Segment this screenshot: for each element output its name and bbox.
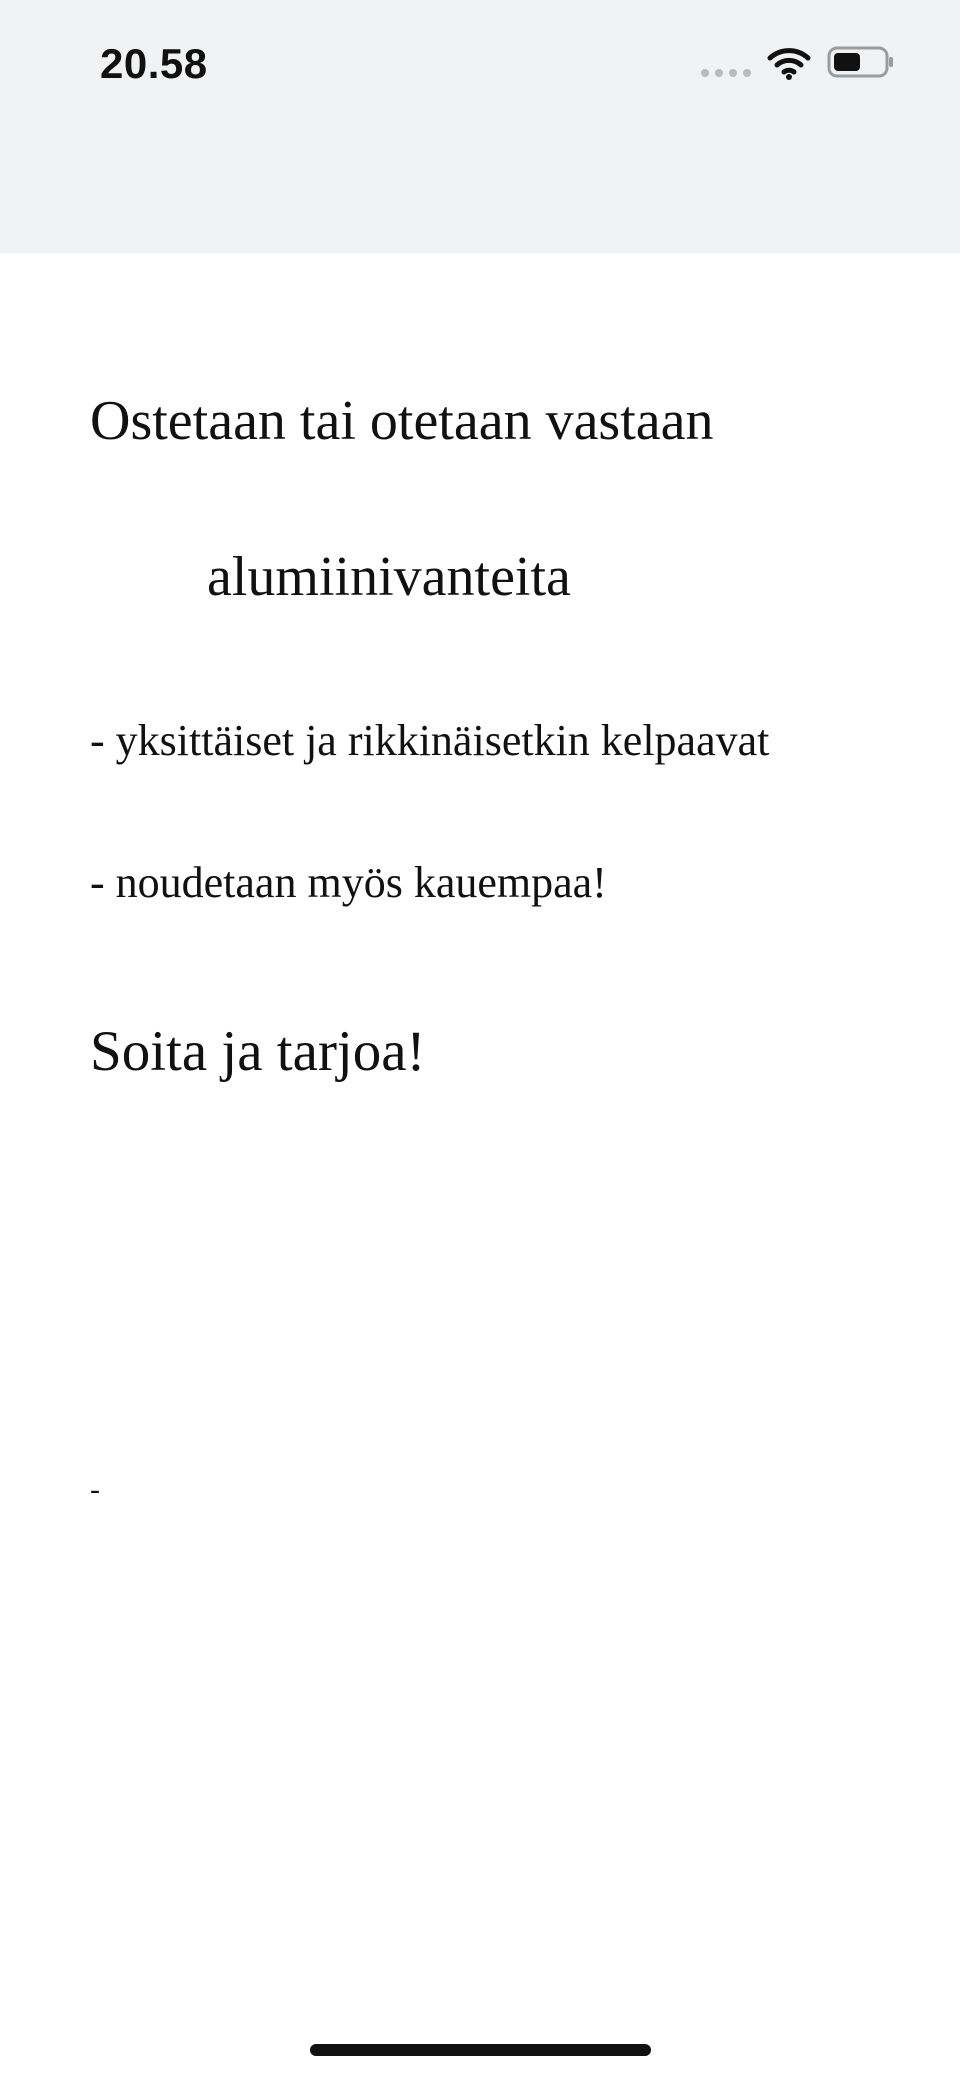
note-bullet-item: - noudetaan myös kauempaa! (90, 858, 607, 907)
status-bar (0, 0, 960, 253)
note-body (0, 253, 960, 2078)
note-heading-line-2: alumiinivanteita (207, 546, 571, 608)
note-heading-line-1: Ostetaan tai otetaan vastaan (90, 390, 714, 452)
home-indicator[interactable] (310, 2044, 651, 2056)
status-time: 20.58 (100, 40, 208, 87)
note-call-to-action: Soita ja tarjoa! (90, 1020, 426, 1083)
note-bullet-item: - yksittäiset ja rikkinäisetkin kelpaavat (90, 716, 770, 765)
battery-icon (827, 45, 895, 79)
wifi-icon (767, 46, 811, 80)
signal-dots-icon (700, 68, 752, 78)
note-trailing-dash: - (90, 1473, 100, 1506)
